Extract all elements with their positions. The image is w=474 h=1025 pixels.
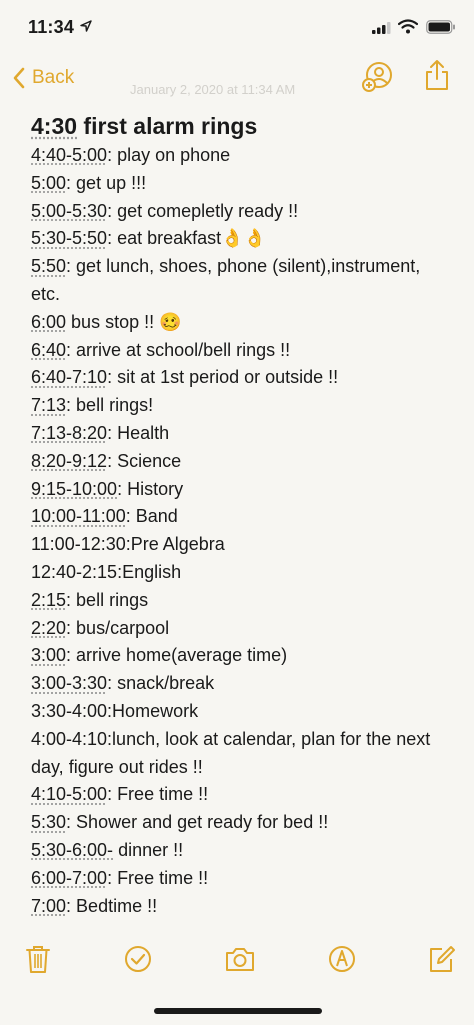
line-text: : get up !!! bbox=[66, 172, 147, 193]
note-line bbox=[31, 670, 451, 698]
title-time: 4:30 bbox=[31, 113, 78, 139]
line-time: 6:00-7:00 bbox=[31, 867, 108, 888]
note-line bbox=[31, 642, 451, 670]
title-text: first alarm rings bbox=[77, 113, 258, 139]
camera-icon[interactable] bbox=[224, 944, 256, 974]
note-line bbox=[31, 142, 451, 170]
line-time: 5:30-5:50 bbox=[31, 228, 108, 249]
line-time: 6:00 bbox=[31, 311, 67, 332]
note-line bbox=[31, 587, 451, 615]
line-text: bus stop !! 🥴 bbox=[66, 311, 182, 332]
note-title bbox=[31, 110, 451, 142]
bottom-toolbar bbox=[0, 940, 474, 984]
line-time: 3:00-3:30 bbox=[31, 673, 108, 694]
location-arrow-icon bbox=[80, 20, 92, 32]
note-line bbox=[31, 364, 451, 392]
note-body[interactable] bbox=[31, 110, 451, 920]
line-time: 3:00 bbox=[31, 645, 67, 666]
line-text: : Bedtime !! bbox=[66, 895, 158, 916]
markup-icon[interactable] bbox=[327, 944, 357, 974]
note-line bbox=[31, 476, 451, 504]
line-text: : get comepletly ready !! bbox=[107, 200, 299, 221]
line-text: : arrive at school/bell rings !! bbox=[66, 339, 291, 360]
line-time: 4:40-5:00 bbox=[31, 145, 108, 165]
line-time: 5:50 bbox=[31, 256, 67, 277]
line-time: 6:40 bbox=[31, 339, 67, 360]
line-time: 9:15-10:00 bbox=[31, 478, 118, 499]
line-text: 11:00-12:30:Pre Algebra bbox=[31, 534, 225, 555]
line-time: 7:13-8:20 bbox=[31, 422, 108, 443]
note-line bbox=[31, 170, 451, 198]
line-text: : snack/break bbox=[107, 673, 215, 694]
chevron-left-icon bbox=[12, 67, 26, 89]
line-text: : play on phone bbox=[107, 145, 231, 165]
line-text: : bus/carpool bbox=[66, 617, 170, 638]
line-text: : Science bbox=[107, 450, 182, 471]
line-text: : get lunch, shoes, phone (silent),instrument, etc. bbox=[31, 256, 421, 304]
note-line bbox=[31, 392, 451, 420]
note-line bbox=[31, 809, 451, 837]
note-line bbox=[31, 559, 451, 587]
line-time: 2:20 bbox=[31, 617, 67, 638]
note-line bbox=[31, 615, 451, 643]
line-text: : Health bbox=[107, 422, 170, 443]
line-text: : eat breakfast👌👌 bbox=[107, 228, 266, 249]
line-text: : Free time !! bbox=[107, 867, 209, 888]
line-text: : sit at 1st period or outside !! bbox=[107, 367, 339, 388]
checklist-icon[interactable] bbox=[123, 944, 153, 974]
note-line bbox=[31, 726, 451, 782]
note-line bbox=[31, 309, 451, 337]
note-line bbox=[31, 198, 451, 226]
note-line bbox=[31, 865, 451, 893]
note-line bbox=[31, 503, 451, 531]
note-line bbox=[31, 448, 451, 476]
note-line bbox=[31, 781, 451, 809]
line-text: : bell rings! bbox=[66, 395, 154, 416]
line-time: 6:40-7:10 bbox=[31, 367, 108, 388]
line-text: : Band bbox=[125, 506, 178, 527]
line-text: 4:00-4:10:lunch, look at calendar, plan for the next day, figure out rides !! bbox=[31, 728, 431, 777]
note-line bbox=[31, 531, 451, 559]
signal-icon bbox=[372, 22, 392, 34]
add-person-icon[interactable] bbox=[361, 60, 395, 94]
line-time: 8:20-9:12 bbox=[31, 450, 108, 471]
back-label: Back bbox=[32, 67, 75, 88]
line-time: 2:15 bbox=[31, 589, 67, 610]
share-icon[interactable] bbox=[423, 59, 451, 91]
note-line bbox=[31, 420, 451, 448]
wifi-icon bbox=[398, 19, 418, 34]
note-lines bbox=[31, 142, 451, 920]
line-time: 10:00-11:00 bbox=[31, 506, 126, 527]
line-time: 5:00-5:30 bbox=[31, 200, 108, 221]
line-text: 12:40-2:15:English bbox=[31, 561, 182, 582]
back-button[interactable] bbox=[12, 62, 74, 94]
note-line bbox=[31, 698, 451, 726]
note-line bbox=[31, 337, 451, 365]
line-text: : Free time !! bbox=[107, 784, 209, 805]
line-time: 7:00 bbox=[31, 895, 67, 916]
line-time: 7:13 bbox=[31, 395, 67, 416]
line-text: : Shower and get ready for bed !! bbox=[66, 812, 329, 833]
home-indicator[interactable] bbox=[154, 1008, 322, 1014]
note-line bbox=[31, 253, 451, 309]
trash-icon[interactable] bbox=[25, 944, 51, 974]
note-line bbox=[31, 225, 451, 253]
line-time: 4:10-5:00 bbox=[31, 784, 108, 805]
battery-icon bbox=[426, 20, 456, 34]
line-text: dinner !! bbox=[113, 839, 184, 860]
status-bar bbox=[0, 0, 474, 56]
line-text: : bell rings bbox=[66, 589, 149, 610]
nav-bar bbox=[0, 56, 474, 100]
line-text: : History bbox=[117, 478, 184, 499]
line-text: : arrive home(average time) bbox=[66, 645, 288, 666]
compose-icon[interactable] bbox=[428, 944, 456, 974]
note-line bbox=[31, 893, 451, 921]
line-text: 3:30-4:00:Homework bbox=[31, 700, 199, 721]
line-time: 5:30 bbox=[31, 812, 67, 833]
note-date: January 2, 2020 at 11:34 AM bbox=[130, 82, 296, 97]
status-time: 11:34 bbox=[28, 17, 75, 37]
note-line bbox=[31, 837, 451, 865]
line-time: 5:00 bbox=[31, 172, 67, 193]
line-time: 5:30-6:00- bbox=[31, 839, 114, 860]
